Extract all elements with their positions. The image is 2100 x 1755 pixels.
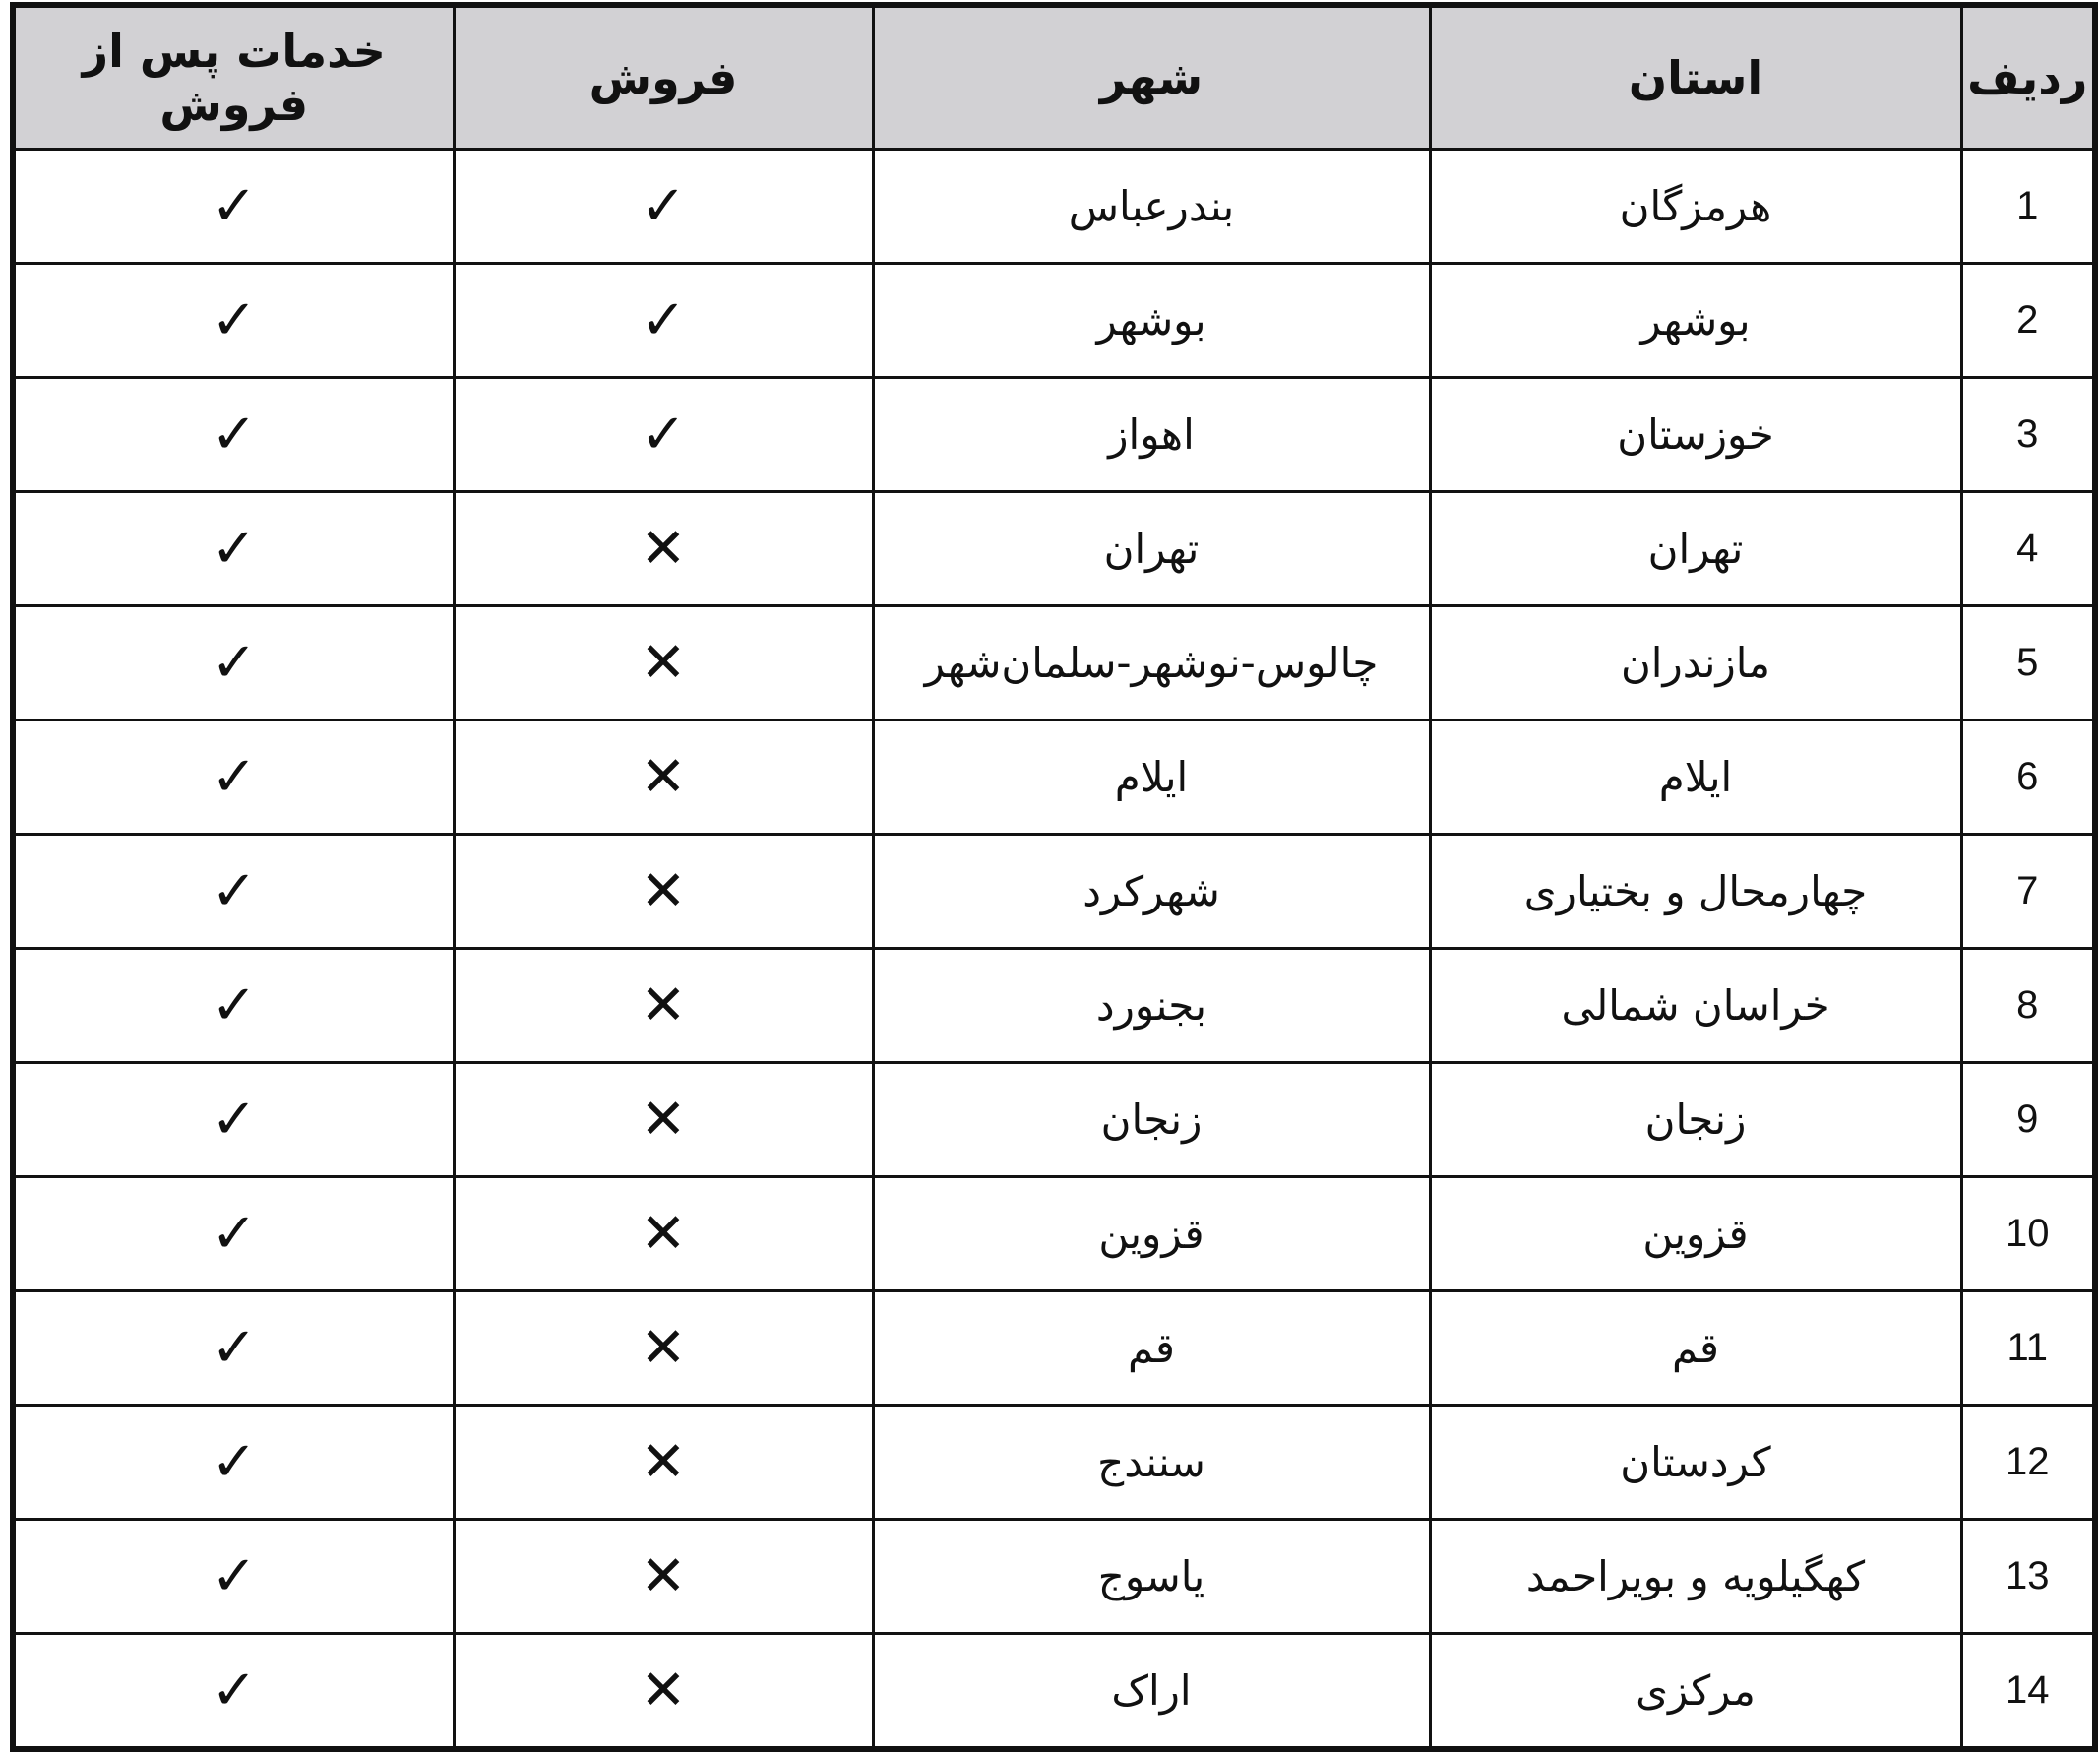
after-sales-status-cell: ✓	[13, 378, 454, 492]
city-cell: ایلام	[873, 721, 1430, 835]
row-number-cell: 2	[1961, 264, 2095, 378]
row-number-cell: 1	[1961, 150, 2095, 264]
sales-status-cell: ✕	[454, 721, 873, 835]
city-cell: زنجان	[873, 1063, 1430, 1177]
after-sales-status-cell: ✓	[13, 1634, 454, 1750]
province-cell: مرکزی	[1430, 1634, 1961, 1750]
header-city: شهر	[873, 5, 1430, 150]
province-cell: زنجان	[1430, 1063, 1961, 1177]
after-sales-status-cell: ✓	[13, 835, 454, 949]
city-cell: قم	[873, 1291, 1430, 1406]
table-row	[13, 492, 2095, 606]
sales-status-cell: ✕	[454, 606, 873, 721]
sales-status-cell: ✕	[454, 1291, 873, 1406]
city-cell: یاسوج	[873, 1520, 1430, 1634]
table-row	[13, 949, 2095, 1063]
table-row	[13, 1520, 2095, 1634]
table-container	[10, 2, 2092, 1744]
province-cell: قزوین	[1430, 1177, 1961, 1291]
header-province: استان	[1430, 5, 1961, 150]
table-row	[13, 835, 2095, 949]
table-row	[13, 1406, 2095, 1520]
city-cell: سنندج	[873, 1406, 1430, 1520]
table-row	[13, 150, 2095, 264]
province-cell: بوشهر	[1430, 264, 1961, 378]
table-header-row	[13, 5, 2095, 150]
table-body	[13, 150, 2095, 1750]
header-after-sales: خدمات پس از فروش	[13, 5, 454, 150]
table-row	[13, 1634, 2095, 1750]
city-cell: چالوس-نوشهر-سلمان‌شهر	[873, 606, 1430, 721]
table-row	[13, 264, 2095, 378]
sales-status-cell: ✕	[454, 1634, 873, 1750]
province-cell: کهگیلویه و بویراحمد	[1430, 1520, 1961, 1634]
after-sales-status-cell: ✓	[13, 1291, 454, 1406]
after-sales-status-cell: ✓	[13, 150, 454, 264]
province-cell: تهران	[1430, 492, 1961, 606]
sales-status-cell: ✕	[454, 949, 873, 1063]
row-number-cell: 6	[1961, 721, 2095, 835]
table-row	[13, 378, 2095, 492]
sales-status-cell: ✕	[454, 492, 873, 606]
sales-status-cell: ✓	[454, 378, 873, 492]
province-cell: قم	[1430, 1291, 1961, 1406]
after-sales-status-cell: ✓	[13, 721, 454, 835]
province-cell: ایلام	[1430, 721, 1961, 835]
city-cell: تهران	[873, 492, 1430, 606]
after-sales-status-cell: ✓	[13, 1406, 454, 1520]
table-row	[13, 721, 2095, 835]
sales-status-cell: ✕	[454, 835, 873, 949]
after-sales-status-cell: ✓	[13, 1520, 454, 1634]
after-sales-status-cell: ✓	[13, 606, 454, 721]
city-cell: بندرعباس	[873, 150, 1430, 264]
after-sales-status-cell: ✓	[13, 264, 454, 378]
sales-status-cell: ✓	[454, 264, 873, 378]
city-cell: بوشهر	[873, 264, 1430, 378]
row-number-cell: 8	[1961, 949, 2095, 1063]
province-cell: هرمزگان	[1430, 150, 1961, 264]
row-number-cell: 4	[1961, 492, 2095, 606]
row-number-cell: 9	[1961, 1063, 2095, 1177]
row-number-cell: 3	[1961, 378, 2095, 492]
sales-status-cell: ✓	[454, 150, 873, 264]
table-row	[13, 1291, 2095, 1406]
province-cell: مازندران	[1430, 606, 1961, 721]
sales-status-cell: ✕	[454, 1177, 873, 1291]
row-number-cell: 7	[1961, 835, 2095, 949]
city-cell: بجنورد	[873, 949, 1430, 1063]
header-sales: فروش	[454, 5, 873, 150]
table-row	[13, 1177, 2095, 1291]
row-number-cell: 10	[1961, 1177, 2095, 1291]
province-cell: چهارمحال و بختیاری	[1430, 835, 1961, 949]
table-row	[13, 1063, 2095, 1177]
province-cell: خراسان شمالی	[1430, 949, 1961, 1063]
city-cell: قزوین	[873, 1177, 1430, 1291]
after-sales-status-cell: ✓	[13, 492, 454, 606]
city-cell: شهرکرد	[873, 835, 1430, 949]
after-sales-status-cell: ✓	[13, 1177, 454, 1291]
city-cell: اهواز	[873, 378, 1430, 492]
province-cell: کردستان	[1430, 1406, 1961, 1520]
table-row	[13, 606, 2095, 721]
after-sales-status-cell: ✓	[13, 1063, 454, 1177]
sales-status-cell: ✕	[454, 1520, 873, 1634]
coverage-table	[10, 2, 2098, 1752]
row-number-cell: 14	[1961, 1634, 2095, 1750]
row-number-cell: 5	[1961, 606, 2095, 721]
row-number-cell: 12	[1961, 1406, 2095, 1520]
sales-status-cell: ✕	[454, 1406, 873, 1520]
row-number-cell: 11	[1961, 1291, 2095, 1406]
province-cell: خوزستان	[1430, 378, 1961, 492]
city-cell: اراک	[873, 1634, 1430, 1750]
after-sales-status-cell: ✓	[13, 949, 454, 1063]
row-number-cell: 13	[1961, 1520, 2095, 1634]
header-row-number: ردیف	[1961, 5, 2095, 150]
sales-status-cell: ✕	[454, 1063, 873, 1177]
